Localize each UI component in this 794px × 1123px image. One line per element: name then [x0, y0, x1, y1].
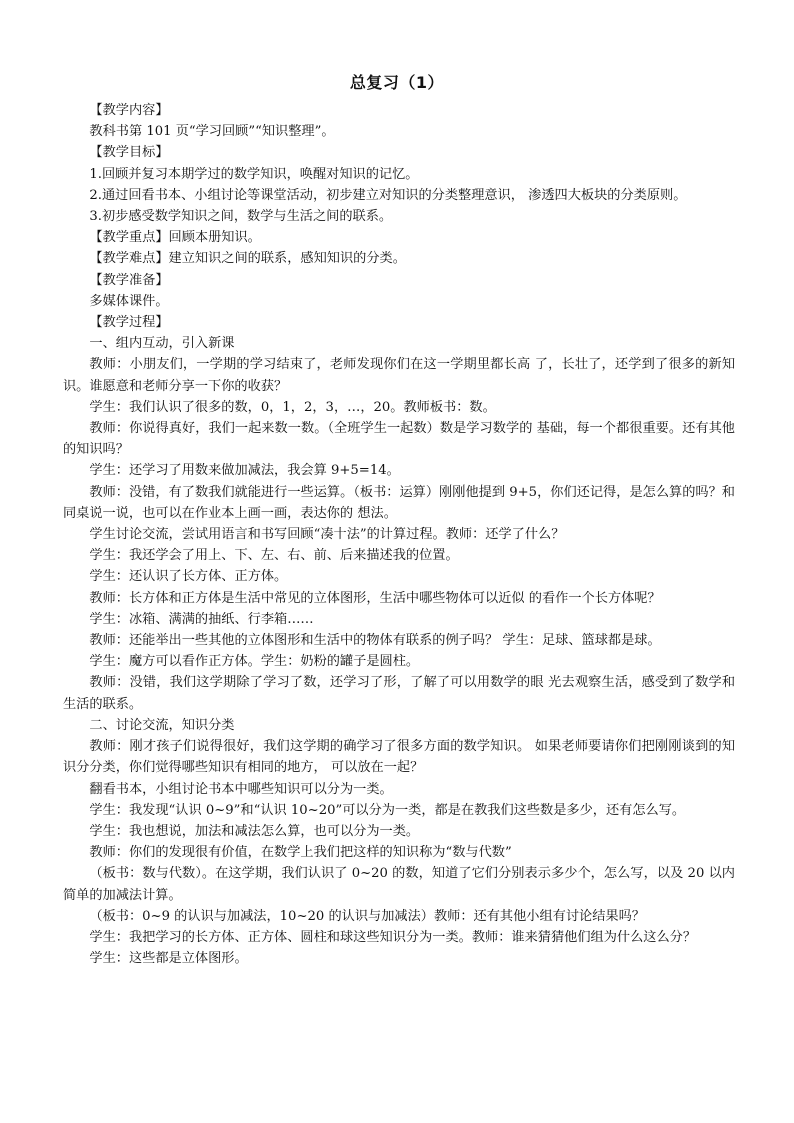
paragraph: 学生：我也想说，加法和减法怎么算，也可以分为一类。: [89, 823, 420, 839]
section-heading-process: 【教学过程】: [89, 315, 169, 331]
paragraph: （板书：0~9 的认识与加减法，10~20 的认识与加减法）教师：还有其他小组有讨论结果吗？: [89, 908, 645, 924]
document-body: [63, 100, 735, 969]
paragraph: 学生：还认识了长方体、正方体。: [89, 569, 288, 585]
paragraph: 教师：刚才孩子们说得很好，我们这学期的确学习了很多方面的数学知识。 如果老师要请你们把刚刚谈到的知识分分类，你们觉得哪些知识有相同的地方， 可以放在一起？: [63, 739, 735, 776]
paragraph: 学生：我把学习的长方体、正方体、圆柱和球这些知识分为一类。教师：谁来猜猜他们组为什么这么分？: [89, 929, 697, 945]
paragraph: 教师：长方体和正方体是生活中常见的立体图形，生活中哪些物体可以近似 的看作一个长方体呢？: [89, 590, 661, 606]
section-heading-goals: 【教学目标】: [89, 145, 169, 161]
paragraph: 学生讨论交流，尝试用语言和书写回顾“凑十法”的计算过程。教师：还学了什么？: [89, 527, 565, 543]
paragraph: 3.初步感受数学知识之间，数学与生活之间的联系。: [89, 209, 393, 225]
page-title: 总复习（1）: [349, 73, 445, 92]
paragraph: 1.回顾并复习本期学过的数学知识，唤醒对知识的记忆。: [89, 166, 419, 182]
paragraph: 教师：没错，我们这学期除了学习了数，还学习了形，了解了可以用数学的眼 光去观察生活，感受到了数学和生活的联系。: [63, 675, 735, 712]
paragraph: 教师：你说得真好，我们一起来数一数。（全班学生一起数）数是学习数学的 基础，每一个都很重要。还有其他的知识吗？: [63, 421, 735, 458]
paragraph: 学生：魔方可以看作正方体。学生：奶粉的罐子是圆柱。: [89, 654, 420, 670]
paragraph: 学生：我们认识了很多的数，0，1，2，3，…，20。教师板书：数。: [89, 399, 496, 415]
section-heading-difficulty: 【教学难点】建立知识之间的联系，感知知识的分类。: [89, 251, 406, 267]
paragraph: 教师：还能举出一些其他的立体图形和生活中的物体有联系的例子吗？ 学生：足球、篮球都是球。: [89, 633, 661, 649]
paragraph: 2.通过回看书本、小组讨论等课堂活动，初步建立对知识的分类整理意识， 渗透四大板块的分类原则。: [89, 187, 687, 203]
paragraph: （板书：数与代数）。在这学期，我们认识了 0~20 的数，知道了它们分别表示多少个，怎么写，以及 20 以内简单的加减法计算。: [63, 866, 735, 903]
section-heading-key-point: 【教学重点】回顾本册知识。: [89, 230, 261, 246]
subsection-heading: 一、组内互动，引入新课: [89, 336, 235, 352]
paragraph: 学生：我还学会了用上、下、左、右、前、后来描述我的位置。: [89, 548, 459, 564]
paragraph: 学生：我发现“认识 0~9”和“认识 10~20”可以分为一类，都是在教我们这些数是多少，还有怎么写。: [89, 802, 686, 818]
paragraph: 多媒体课件。: [89, 293, 169, 309]
section-heading-content: 【教学内容】: [89, 103, 169, 118]
paragraph: 教师：小朋友们，一学期的学习结束了，老师发现你们在这一学期里都长高 了，长壮了，还学到了很多的新知识。谁愿意和老师分享一下你的收获？: [63, 357, 735, 394]
paragraph: 教科书第 101 页“学习回顾”“知识整理”。: [89, 124, 335, 140]
paragraph: 学生：还学习了用数来做加减法，我会算 9+5=14。: [89, 463, 400, 479]
paragraph: 翻看书本，小组讨论书本中哪些知识可以分为一类。: [89, 781, 393, 797]
paragraph: 教师：没错，有了数我们就能进行一些运算。（板书：运算）刚刚他提到 9+5，你们还记得，是怎么算的吗？和同桌说一说，也可以在作业本上画一画，表达你的 想法。: [63, 484, 735, 521]
paragraph: 教师：你们的发现很有价值，在数学上我们把这样的知识称为“数与代数”: [89, 845, 512, 861]
section-heading-preparation: 【教学准备】: [89, 272, 169, 288]
paragraph: 学生：这些都是立体图形。: [89, 951, 248, 967]
paragraph: 学生：冰箱、满满的抽纸、行李箱……: [89, 611, 314, 627]
subsection-heading: 二、讨论交流，知识分类: [89, 717, 235, 733]
